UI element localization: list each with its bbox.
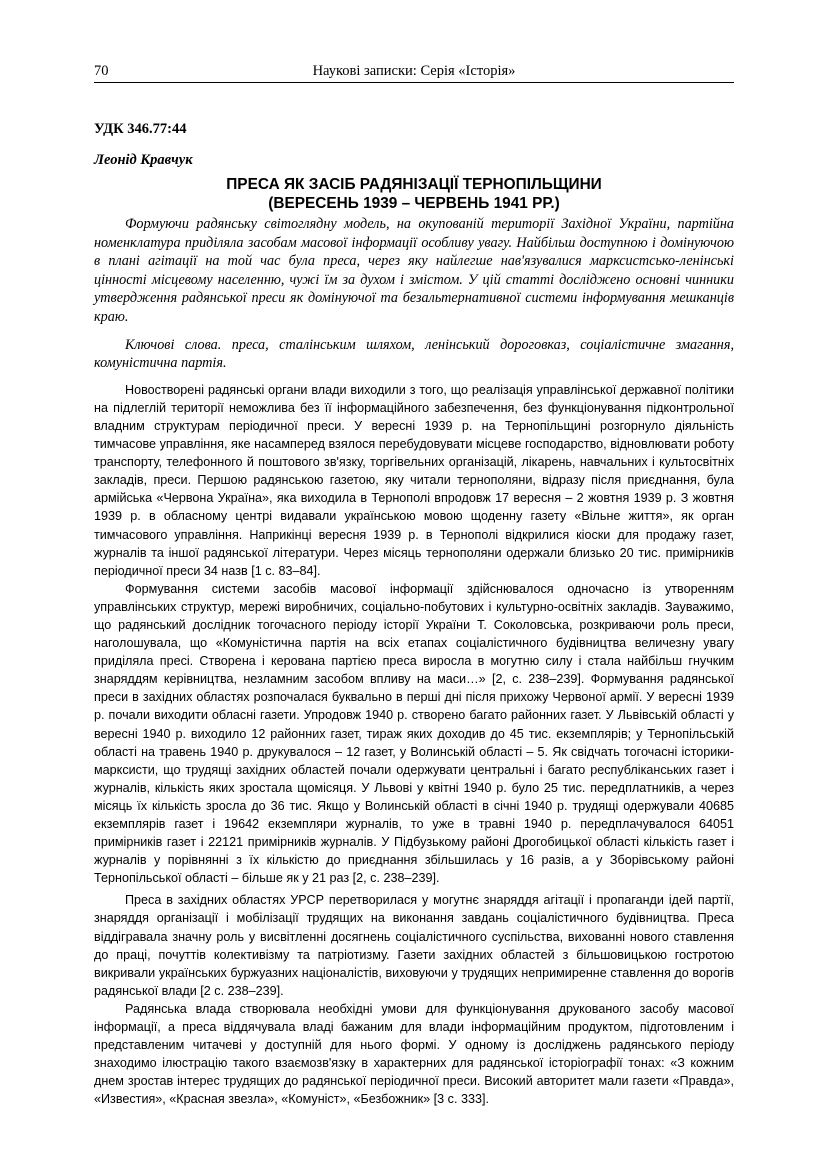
author-name: Леонід Кравчук: [94, 152, 193, 168]
abstract: Формуючи радянську світоглядну модель, на окупованій території Західної України, партійна номенклатура приділяла засобам масової інформації особливу увагу. Найбільш доступною і домінуючою в плані агітації на той час була преса, через яку найлегше нав'язувалися марксистсько-ленінські цінності місцевому населенню, чужі їм за духом і змістом. У цій статті досліджено основні чинники утвердження радянської преси як домінуючої та безальтернативної системи інформування мешканців краю.: [94, 216, 734, 325]
article-title-line-2: (ВЕРЕСЕНЬ 1939 – ЧЕРВЕНЬ 1941 РР.): [268, 195, 560, 212]
article-title-line-1: ПРЕСА ЯК ЗАСІБ РАДЯНІЗАЦІЇ ТЕРНОПІЛЬЩИНИ: [226, 176, 602, 193]
body-paragraph: Формування системи засобів масової інформації здійснювалося одночасно із утворенням управлінських структур, мережі виробничих, соціально-побутових і культурно-освітніх закладів. Зауважимо, що радянський дослідник тогочасного періоду історії України Т. Соколовська, розкриваючи роль преси, наголошувала, що «Комуністична партія на всіх етапах соціалістичного будівництва величезну увагу приділяла пресі. Створена і керована партією преса виросла в могутню силу і стала найбільш гнучким знаряддям керівництва, незламним засобом впливу на маси…» [2, с. 238–239]. Формування радянської преси в західних областях розпочалася буквально в перші дні після прихожу Червоної армії. У вересні 1939 р. почали виходити обласні газети. Упродовж 1940 р. створено багато районних газет. У Львівській області у вересні 1940 р. виходило 12 районних газет, тираж яких доходив до 45 тис. екземплярів; у Тернопільській області на травень 1940 р. друкувалося – 12 газет, у Волинській області – 5. Як свідчать тогочасні історики-марксисти, що трудящі західних областей почали одержувати центральні і багато республіканських газет і журналів, кількість яких зростала щомісяця. У Львові у квітні 1940 р. було 25 тис. передплатників, а через місяць їх кількість зросла до 36 тис. Якщо у Волинській області в січні 1940 р. трудящі одержували 40685 екземплярів газет і 19642 екземпляри журналів, то уже в травні 1940 р. передплачувалося 64051 примірників газет і 22121 примірників журналів. У Підбузькому районі Дрогобицької області кількість газет і журналів у порівнянні з їх кількістю до приєднання збільшилась у 16 разів, а у Зборівському районі Тернопільської області – більше як у 21 раз [2, с. 238–239].: [94, 581, 734, 886]
page-number: 70: [94, 63, 109, 79]
article-body: [94, 381, 734, 1109]
journal-title: Наукові записки: Серія «Історія»: [312, 63, 516, 79]
body-paragraph: Радянська влада створювала необхідні умови для функціонування друкованого засобу масової інформації, а преса віддячувала владі бажаним для влади інформаційним продуктом, підготовленим і представленим читачеві у доступній для нього формі. У одному із досліджень радянського періоду знаходимо ілюстрацію такого взаємозв'язку в характерних для радянської історіографії тонах: «З кожним днем зростав інтерес трудящих до радянської періодичної преси. Високий авторитет мали газети «Правда», «Известия», «Красная звезла», «Комуніст», «Безбожник» [3 с. 333].: [94, 1001, 734, 1107]
body-paragraph: Новостворені радянські органи влади виходили з того, що реалізація управлінської державної політики на підлеглій території неможлива без її інформаційного забезпечення, без функціонування підконтрольної владним структурам періодичної преси. У вересні 1939 р. на Тернопільщині розгорнуло діяльність тимчасове управління, яке насамперед взялося перебудовувати місцеве господарство, відновлювати роботу транспорту, телефонного й поштового зв'язку, торгівельних організацій, лікарень, навчальних і культосвітніх закладів, преси. Першою радянською газетою, яку читали тернополяни, відразу після приєднання, була армійська «Червона Україна», яка виходила в Тернополі впродовж 17 вересня – 2 жовтня 1939 р. З жовтня 1939 р. в обласному центрі видавали українською мовою щоденну газету «Вільне життя», як орган тимчасового управління. Наприкінці вересня 1939 р. в Тернополі відкрилися кіоски для продажу газет, журналів та іншої радянської літератури. Через місяць тернополяни одержали близько 20 тис. примірників періодичної преси 34 назв [1 с. 83–84].: [94, 382, 734, 578]
article-title: [94, 175, 734, 213]
udc-code: УДК 346.77:44: [94, 121, 187, 137]
running-header: [94, 56, 734, 83]
body-paragraph: Преса в західних областях УРСР перетворилася у могутнє знаряддя агітації і пропаганди ідей партії, знаряддя організації і мобілізації трудящих на виконання завдань соціалістичного будівництва. Преса віддігравала значну роль у висвітленні досягнень соціалістичного суспільства, вихованні нового ставлення до праці, почуттів колективізму та патріотизму. Газети західних областей з більшовицькою гостротою викривали українських буржуазних націоналістів, виховуючи у трудящих непримиренне ставлення до ворогів радянської влади [2 с. 238–239].: [94, 893, 734, 998]
keywords: Ключові слова. преса, сталінським шляхом, ленінський дороговказ, соціалістичне змагання, комуністична партія.: [94, 336, 734, 372]
article-page: [94, 56, 734, 1109]
